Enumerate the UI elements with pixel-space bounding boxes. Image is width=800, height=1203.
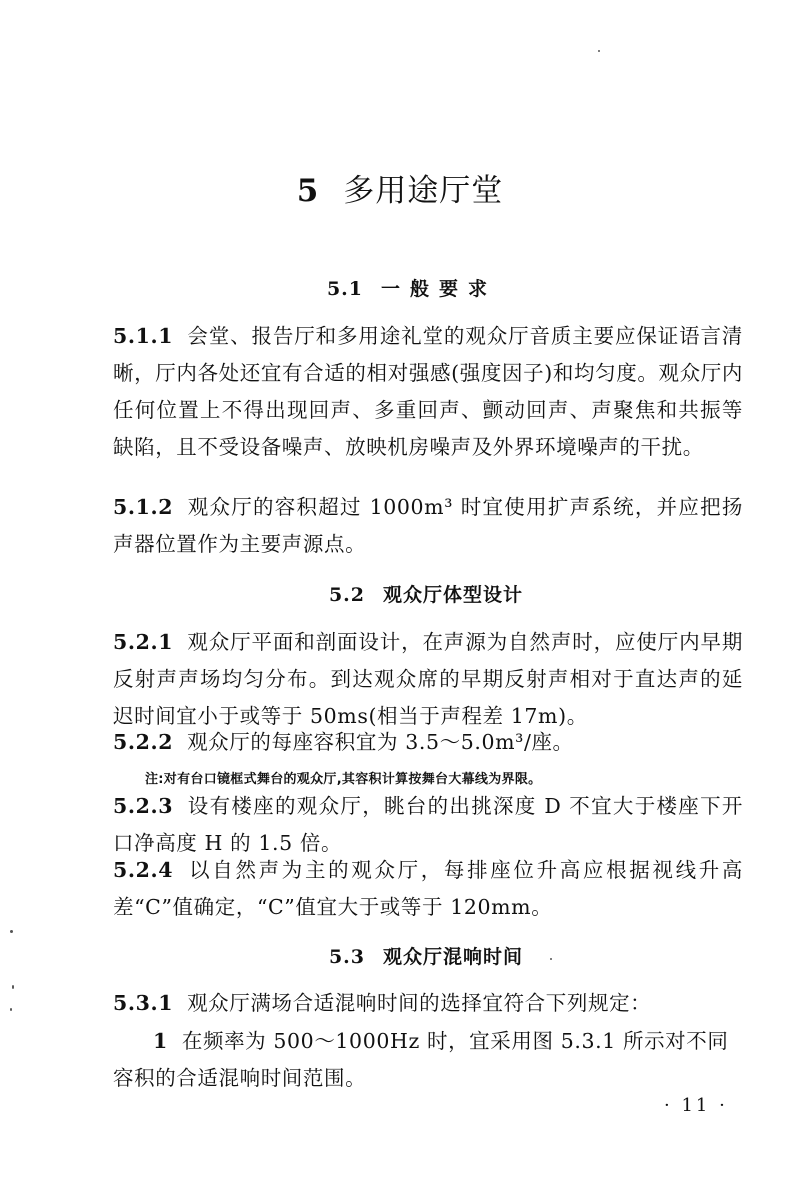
list-item-1 [113, 1023, 743, 1097]
clause-number: 5.2.3 [113, 794, 174, 818]
section-heading-5-1 [12, 274, 800, 301]
section-title: 一般要求 [381, 278, 498, 300]
clause-text: 观众厅满场合适混响时间的选择宜符合下列规定： [187, 991, 652, 1015]
list-item-text: 在频率为 500～1000Hz 时，宜采用图 5.3.1 所示对不同容积的合适混响时间范围。 [113, 1029, 729, 1090]
clause-number: 5.2.2 [113, 730, 174, 754]
clause-5-3-1 [113, 985, 743, 1022]
section-number: 5.3 [328, 946, 366, 968]
clause-text: 以自然声为主的观众厅，每排座位升高应根据视线升高差“C”值确定，“C”值宜大于或等于 120mm。 [113, 858, 743, 919]
clause-text: 设有楼座的观众厅，眺台的出挑深度 D 不宜大于楼座下开口净高度 H 的 1.5 倍。 [113, 794, 743, 855]
clause-number: 5.1.2 [113, 495, 174, 519]
section-heading-5-3 [26, 942, 800, 969]
clause-5-2-2 [113, 724, 743, 761]
scan-speck [10, 1008, 12, 1011]
section-heading-5-2 [26, 580, 800, 607]
clause-number: 5.3.1 [113, 991, 174, 1015]
note-5-2-2: 注:对有台口镜框式舞台的观众厅,其容积计算按舞台大幕线为界限。 [145, 772, 542, 787]
clause-5-1-1 [113, 318, 743, 466]
clause-5-1-2 [113, 489, 743, 563]
list-item-number: 1 [153, 1029, 168, 1053]
clause-text: 会堂、报告厅和多用途礼堂的观众厅音质主要应保证语言清晰，厅内各处还宜有合适的相对强感(强度因子)和均匀度。观众厅内任何位置上不得出现回声、多重回声、颤动回声、声聚焦和共振等缺陷，且不受设备噪声、放映机房噪声及外界环境噪声的干扰。 [113, 324, 743, 459]
clause-text: 观众厅平面和剖面设计，在声源为自然声时，应使厅内早期反射声声场均匀分布。到达观众席的早期反射声相对于直达声的延迟时间宜小于或等于 50ms(相当于声程差 17m)。 [113, 630, 743, 728]
clause-text: 观众厅的每座容积宜为 3.5～5.0m³/座。 [187, 730, 574, 754]
scan-speck [10, 930, 13, 933]
clause-text: 观众厅的容积超过 1000m³ 时宜使用扩声系统，并应把扬声器位置作为主要声源点。 [113, 495, 743, 556]
clause-number: 5.2.4 [113, 858, 174, 882]
chapter-number: 5 [296, 173, 320, 209]
page-number: · 11 · [664, 1095, 728, 1116]
chapter-title [0, 165, 800, 210]
section-number: 5.1 [326, 278, 364, 300]
clause-number: 5.1.1 [113, 324, 174, 348]
scan-speck [550, 958, 552, 960]
chapter-title-text: 多用途厅堂 [343, 173, 504, 209]
clause-5-2-1 [113, 624, 743, 735]
clause-number: 5.2.1 [113, 630, 174, 654]
section-number: 5.2 [328, 584, 366, 606]
clause-5-2-3 [113, 788, 743, 862]
scan-speck [12, 985, 14, 989]
section-title: 观众厅混响时间 [383, 946, 524, 968]
scan-speck [598, 50, 600, 52]
section-title: 观众厅体型设计 [383, 584, 524, 606]
clause-5-2-4 [113, 852, 743, 926]
